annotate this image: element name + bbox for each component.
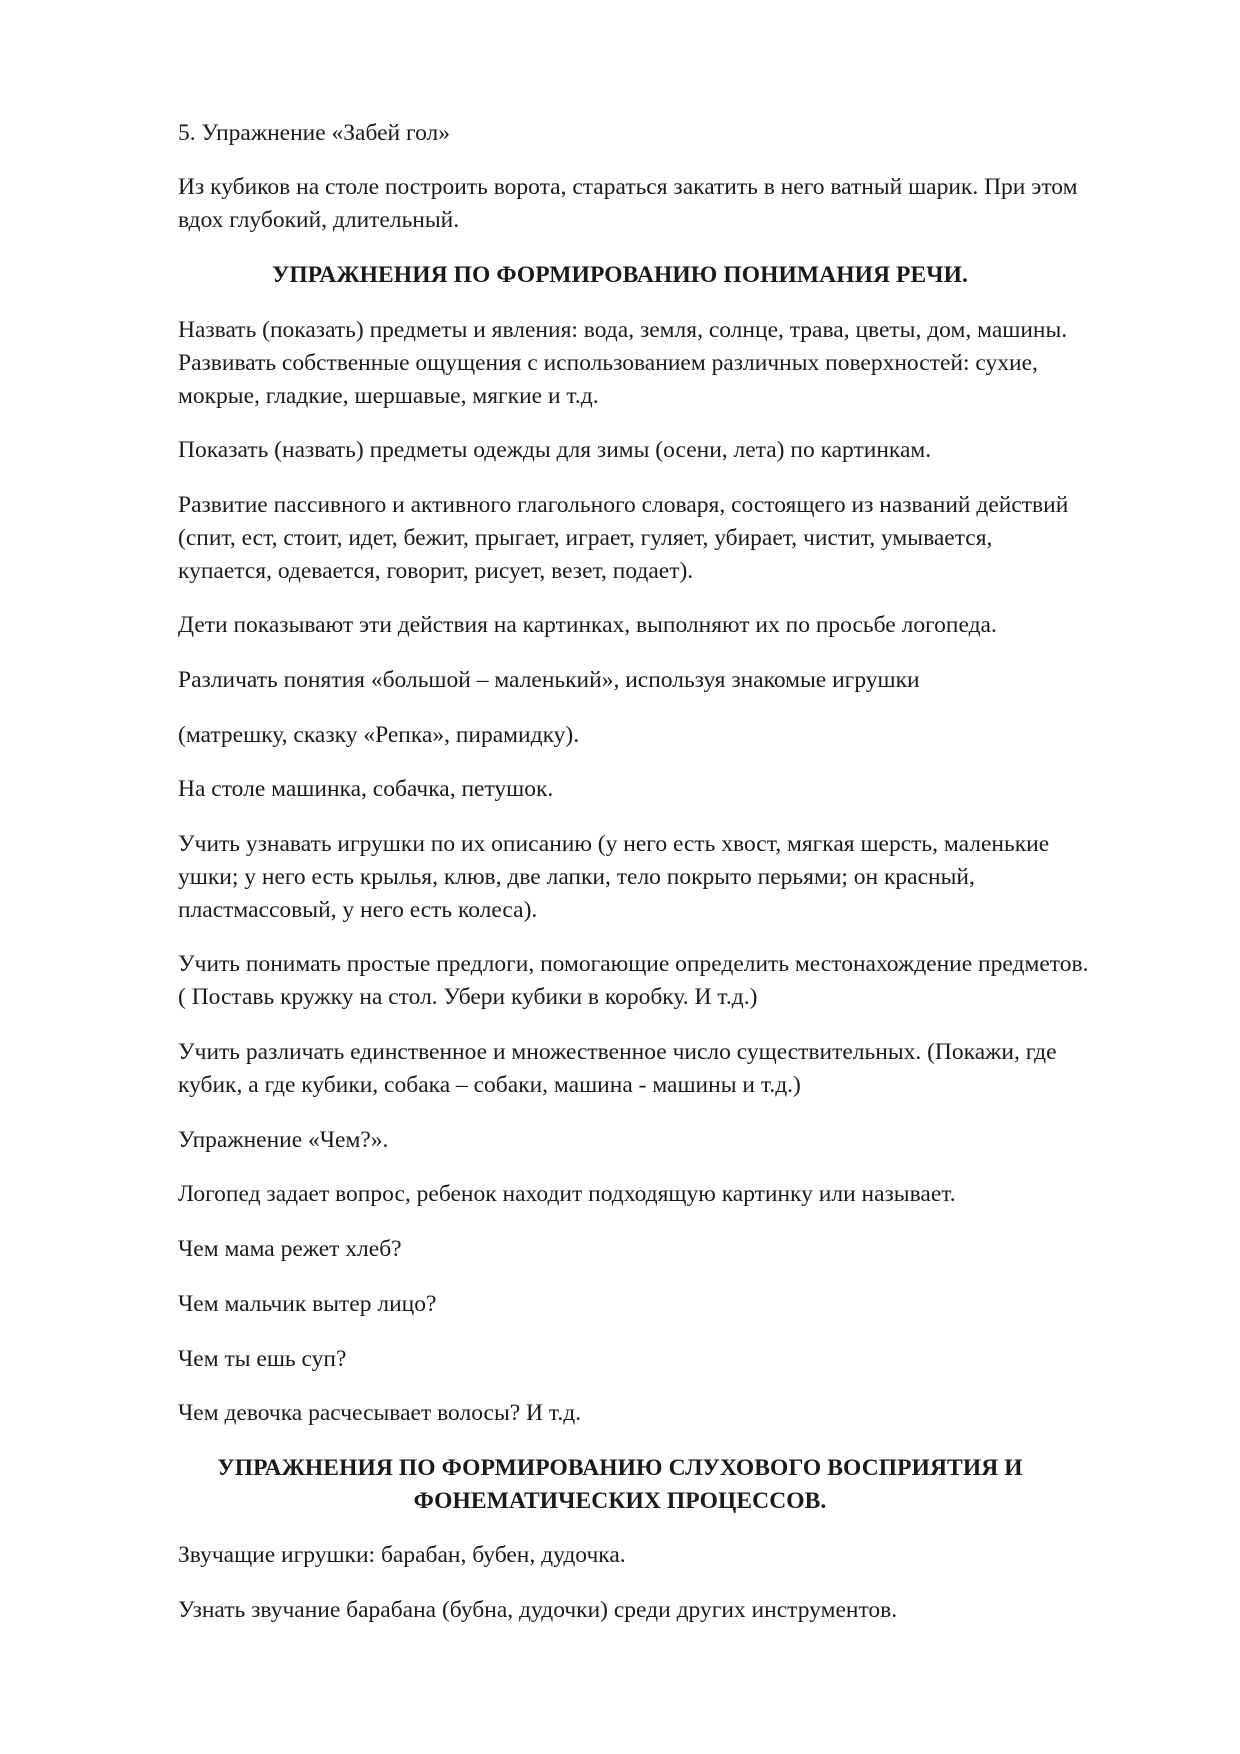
paragraph-8-line-2: ушки; у него есть крылья, клюв, две лапки, тело покрыто перьями; он красный, <box>178 864 975 890</box>
paragraph-3-line-3: купается, одевается, говорит, рисует, везет, подает). <box>178 558 694 584</box>
paragraph-9-line-1: Учить понимать простые предлоги, помогающие определить местонахождение предметов. <box>178 951 1089 977</box>
paragraph-2: Показать (назвать) предметы одежды для зимы (осени, лета) по картинкам. <box>178 437 932 463</box>
exercise-5-text-line-1: Из кубиков на столе построить ворота, стараться закатить в него ватный шарик. При этом <box>178 174 1078 200</box>
paragraph-13: Звучащие игрушки: барабан, бубен, дудочка. <box>178 1542 626 1568</box>
paragraph-3-line-1: Развитие пассивного и активного глагольного словаря, состоящего из названий действий <box>178 492 1069 518</box>
paragraph-12: Логопед задает вопрос, ребенок находит подходящую картинку или называет. <box>178 1181 956 1207</box>
question-4: Чем девочка расчесывает волосы? И т.д. <box>178 1400 582 1426</box>
paragraph-8-line-1: Учить узнавать игрушки по их описанию (у него есть хвост, мягкая шерсть, маленькие <box>178 831 1050 857</box>
paragraph-4: Дети показывают эти действия на картинках, выполняют их по просьбе логопеда. <box>178 612 997 638</box>
paragraph-5: Различать понятия «большой – маленький», используя знакомые игрушки <box>178 667 920 693</box>
exercise-5-text-line-2: вдох глубокий, длительный. <box>178 207 460 233</box>
paragraph-10-line-1: Учить различать единственное и множественное число существительных. (Покажи, где <box>178 1039 1057 1065</box>
heading-auditory-perception-line-2: ФОНЕМАТИЧЕСКИХ ПРОЦЕССОВ. <box>413 1488 827 1514</box>
paragraph-1-line-2: Развивать собственные ощущения с использованием различных поверхностей: сухие, <box>178 350 1038 376</box>
paragraph-11: Упражнение «Чем?». <box>178 1127 389 1153</box>
paragraph-3-line-2: (спит, ест, стоит, идет, бежит, прыгает, играет, гуляет, убирает, чистит, умывается, <box>178 525 993 551</box>
question-1: Чем мама режет хлеб? <box>178 1236 402 1262</box>
question-3: Чем ты ешь суп? <box>178 1346 347 1372</box>
paragraph-14: Узнать звучание барабана (бубна, дудочки) среди других инструментов. <box>178 1597 898 1623</box>
paragraph-10-line-2: кубик, а где кубики, собака – собаки, машина - машины и т.д.) <box>178 1072 801 1098</box>
question-2: Чем мальчик вытер лицо? <box>178 1291 437 1317</box>
paragraph-9-line-2: ( Поставь кружку на стол. Убери кубики в коробку. И т.д.) <box>178 984 758 1010</box>
heading-auditory-perception-line-1: УПРАЖНЕНИЯ ПО ФОРМИРОВАНИЮ СЛУХОВОГО ВОСПРИЯТИЯ И <box>217 1455 1023 1481</box>
paragraph-7: На столе машинка, собачка, петушок. <box>178 776 554 802</box>
paragraph-8-line-3: пластмассовый, у него есть колеса). <box>178 897 538 923</box>
exercise-5-title: 5. Упражнение «Забей гол» <box>178 120 450 146</box>
heading-speech-understanding: УПРАЖНЕНИЯ ПО ФОРМИРОВАНИЮ ПОНИМАНИЯ РЕЧИ. <box>272 262 968 288</box>
paragraph-6: (матрешку, сказку «Репка», пирамидку). <box>178 722 580 748</box>
paragraph-1-line-3: мокрые, гладкие, шершавые, мягкие и т.д. <box>178 383 599 409</box>
paragraph-1-line-1: Назвать (показать) предметы и явления: вода, земля, солнце, трава, цветы, дом, машины. <box>178 317 1068 343</box>
